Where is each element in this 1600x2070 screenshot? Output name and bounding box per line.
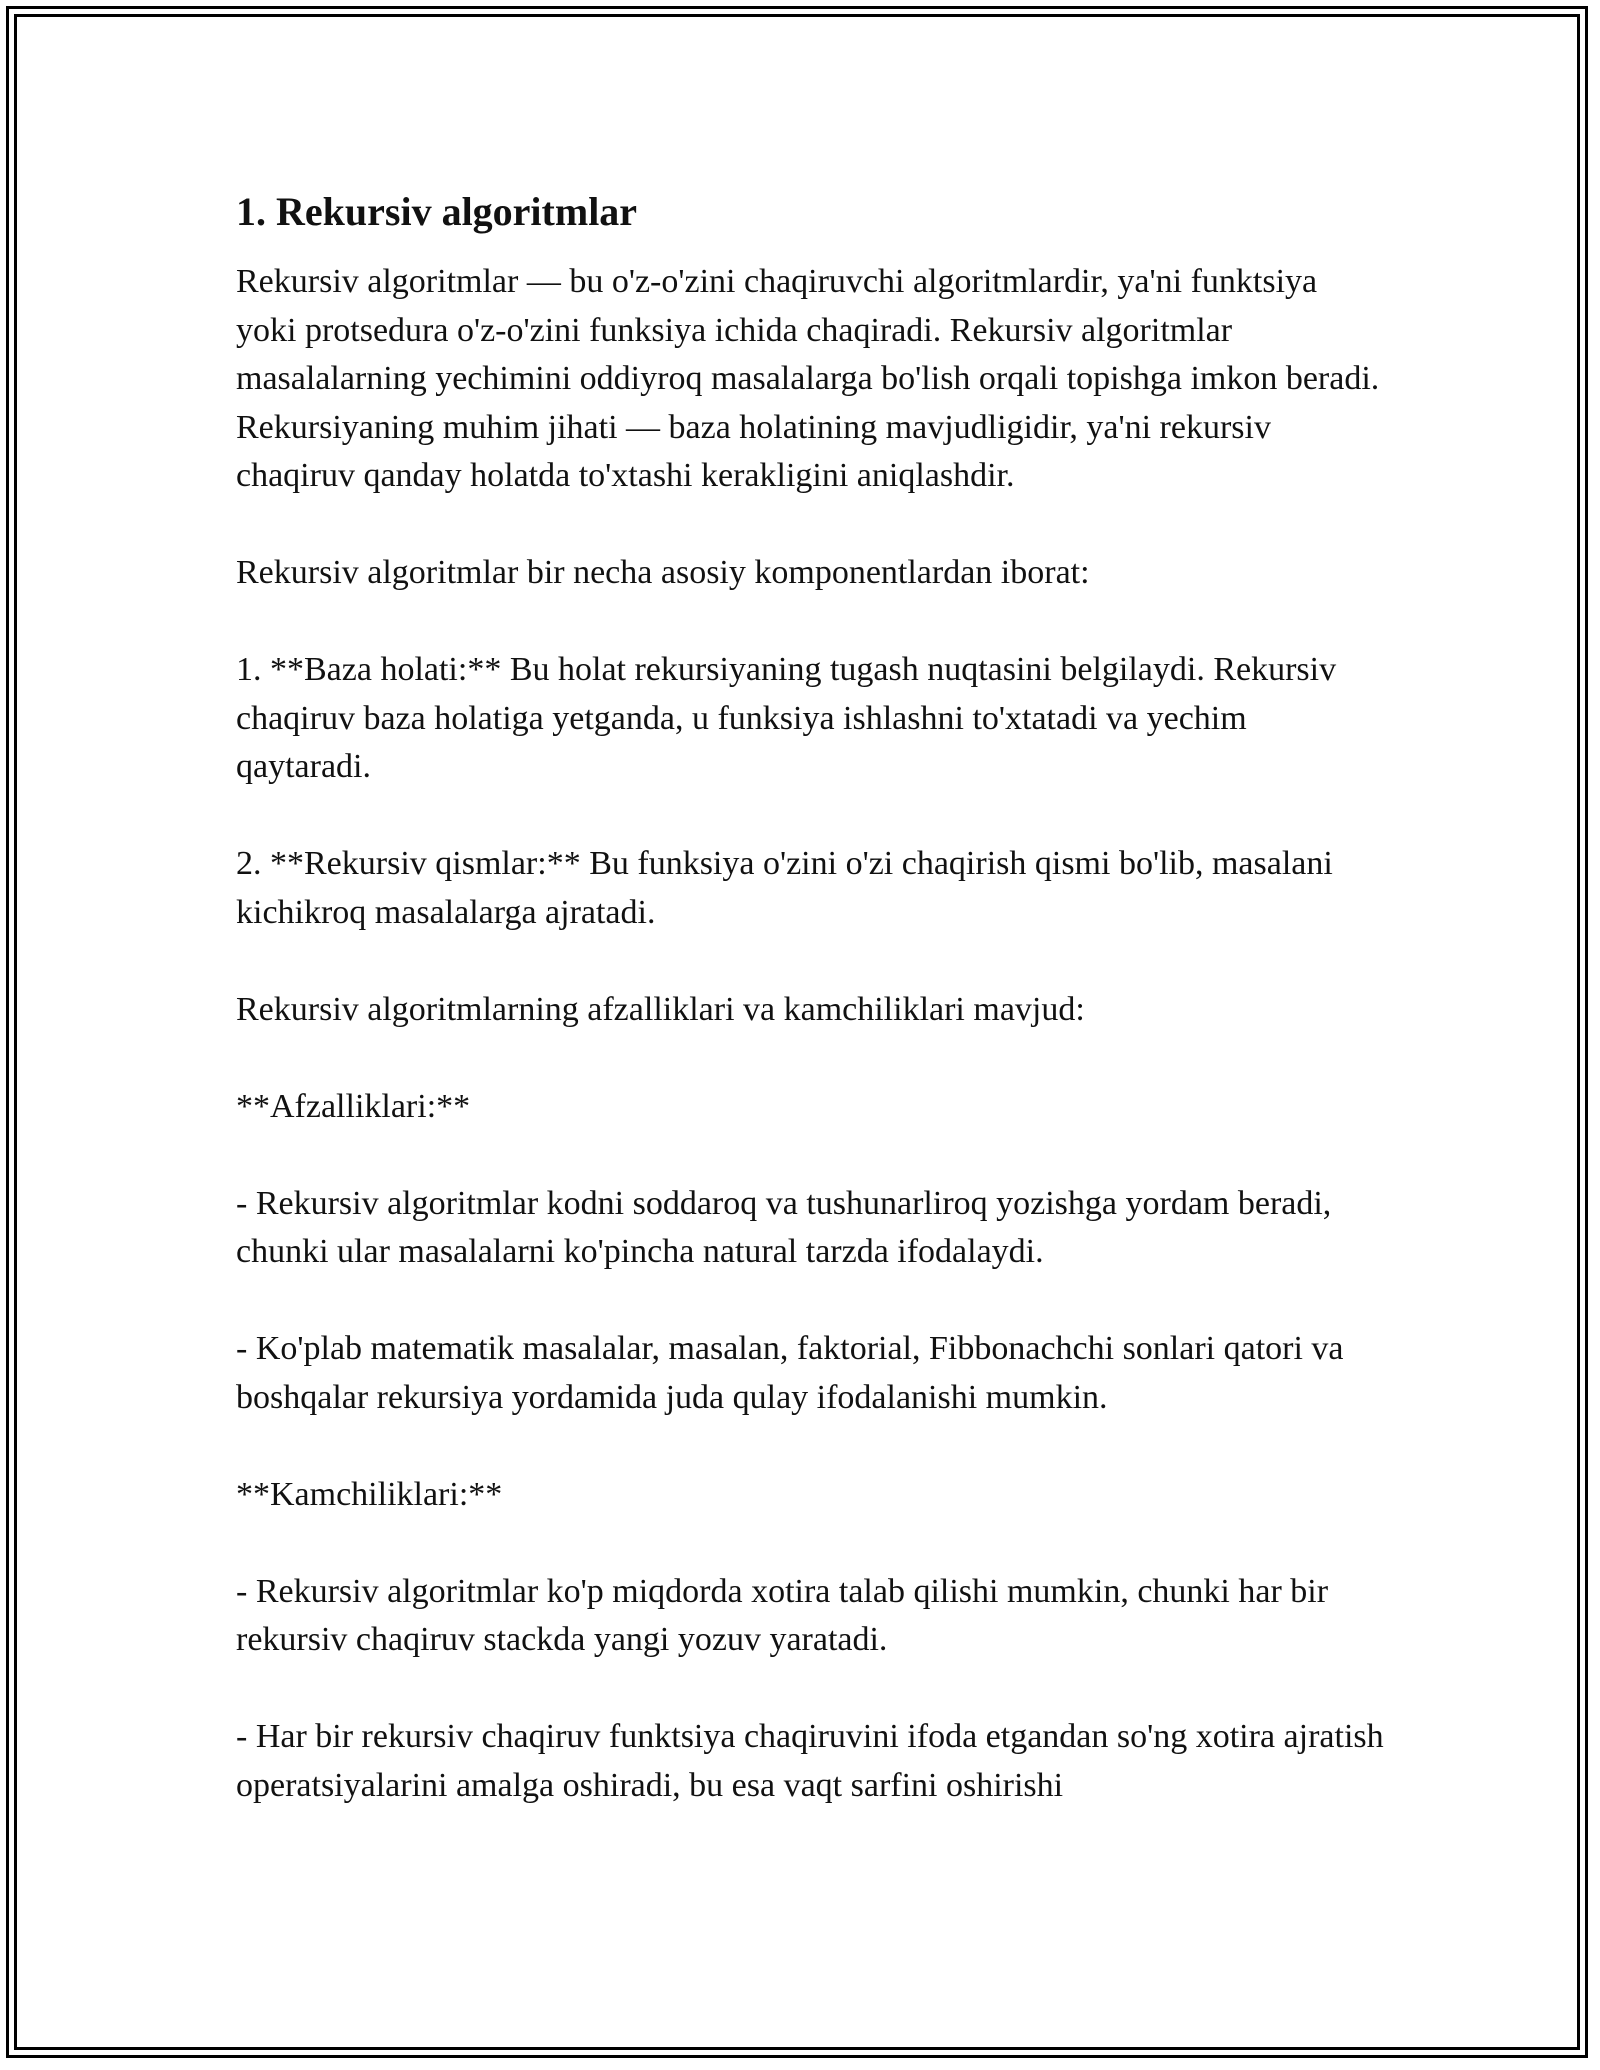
disadvantage-item-2: - Har bir rekursiv chaqiruv funktsiya chaqiruvini ifoda etgandan so'ng xotira ajratish operatsiyalarini amalga oshiradi, bu esa vaqt sarfini oshirishi: [236, 1718, 1384, 1804]
paragraph-intro: Rekursiv algoritmlar — bu o'z-o'zini chaqiruvchi algoritmlardir, ya'ni funktsiya yoki protsedura o'z-o'zini funksiya ichida chaqiradi. Rekursiv algoritmlar masalalarning yechimini oddiyroq masalalarga bo'lish orqali topishga imkon beradi. Rekursiyaning muhim jihati — baza holatining mavjudligidir, ya'ni rekursiv chaqiruv qanday holatda to'xtashi kerakligini aniqlashdir.: [236, 263, 1380, 494]
disadvantage-item-1: - Rekursiv algoritmlar ko'p miqdorda xotira talab qilishi mumkin, chunki har bir rekursiv chaqiruv stackda yangi yozuv yaratadi.: [236, 1572, 1329, 1658]
heading-disadvantages: **Kamchiliklari:**: [236, 1475, 503, 1513]
paragraph-components-intro: Rekursiv algoritmlar bir necha asosiy komponentlardan iborat:: [236, 554, 1090, 591]
heading-advantages: **Afzalliklari:**: [236, 1087, 471, 1125]
list-item-recursive-part: 2. **Rekursiv qismlar:** Bu funksiya o'zini o'zi chaqirish qismi bo'lib, masalani kichikroq masalalarga ajratadi.: [236, 845, 1333, 931]
advantage-item-1: - Rekursiv algoritmlar kodni soddaroq va tushunarliroq yozishga yordam beradi, chunki ular masalalarni ko'pincha natural tarzda ifodalaydi.: [236, 1184, 1332, 1270]
paragraph-pros-cons-intro: Rekursiv algoritmlarning afzalliklari va kamchiliklari mavjud:: [236, 990, 1085, 1028]
advantage-item-2: - Ko'plab matematik masalalar, masalan, faktorial, Fibbonachchi sonlari qatori va boshqalar rekursiya yordamida juda qulay ifodalanishi mumkin.: [236, 1330, 1344, 1416]
list-item-base-case: 1. **Baza holati:** Bu holat rekursiyaning tugash nuqtasini belgilaydi. Rekursiv chaqiruv baza holatiga yetganda, u funksiya ishlashni to'xtatadi va yechim qaytaradi.: [236, 651, 1337, 785]
document-body: [236, 186, 1386, 1859]
document-title: 1. Rekursiv algoritmlar: [236, 189, 638, 234]
